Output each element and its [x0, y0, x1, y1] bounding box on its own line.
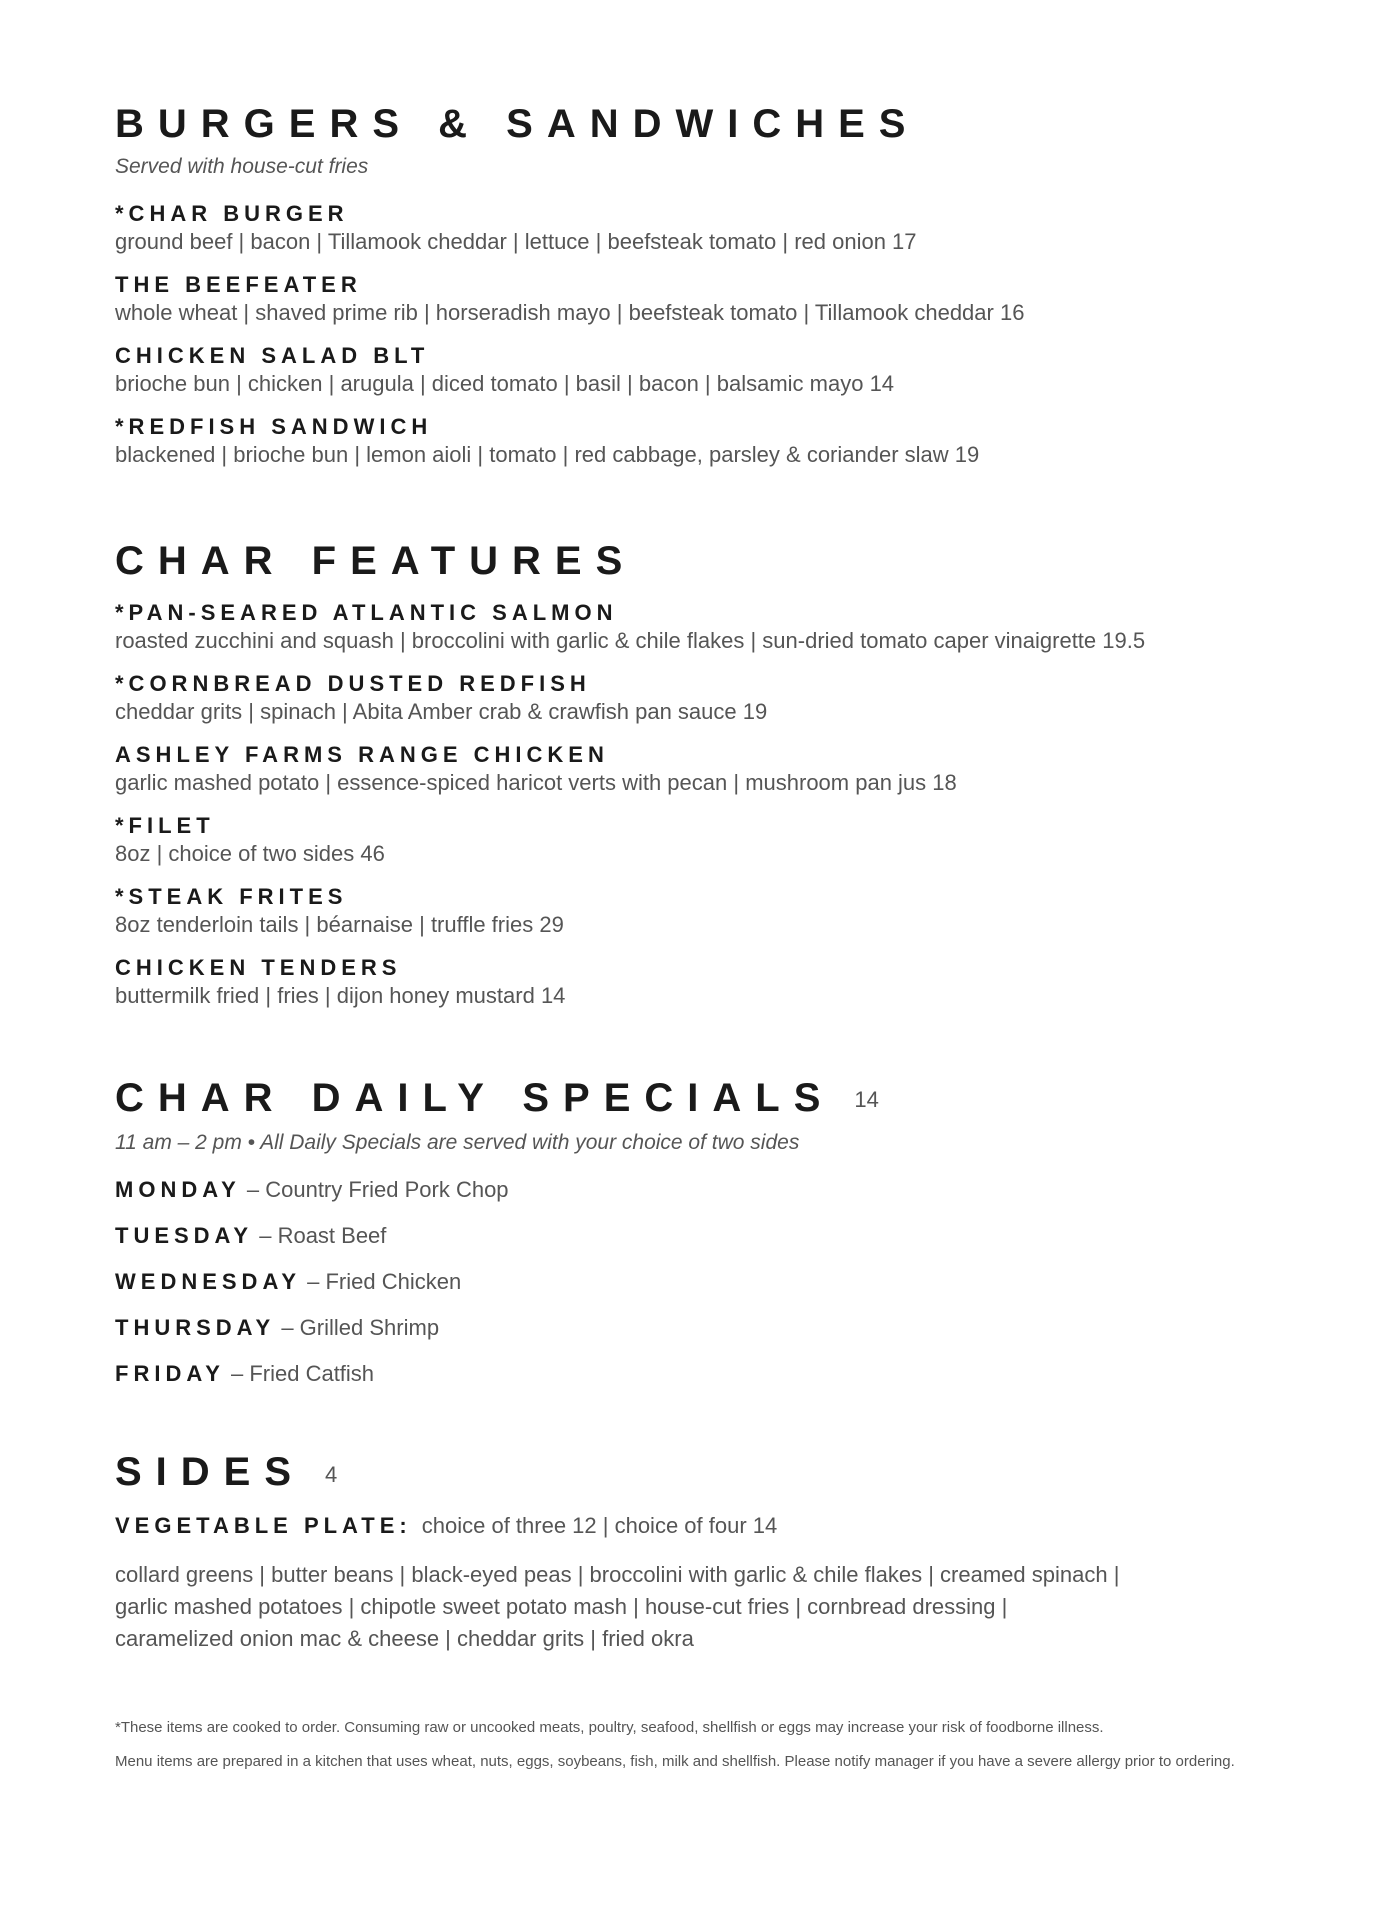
menu-item [115, 200, 1275, 256]
section-title [115, 1070, 1275, 1128]
section-title-text: CHAR DAILY SPECIALS [115, 1076, 835, 1120]
item-name: THE BEEFEATER [115, 272, 362, 297]
special-dish: – Grilled Shrimp [275, 1315, 440, 1341]
special-dish: – Country Fried Pork Chop [240, 1177, 509, 1203]
menu-item [115, 670, 1275, 726]
item-name: CHICKEN TENDERS [115, 955, 402, 980]
item-name: ASHLEY FARMS RANGE CHICKEN [115, 742, 609, 767]
burgers-section [115, 96, 1275, 469]
day-name: TUESDAY [115, 1223, 254, 1249]
food-safety-disclaimer: *These items are cooked to order. Consuming raw or uncooked meats, poultry, seafood, shellfish or eggs may increase your risk of foodborne illness. [115, 1719, 1104, 1736]
allergy-notice: Menu items are prepared in a kitchen that uses wheat, nuts, eggs, soybeans, fish, milk and shellfish. Please notify manager if you have a severe allergy prior to ordering. [115, 1753, 1235, 1770]
item-description: blackened | brioche bun | lemon aioli | tomato | red cabbage, parsley & coriander slaw 19 [115, 442, 980, 467]
menu-item [115, 812, 1275, 868]
item-description: roasted zucchini and squash | broccolini with garlic & chile flakes | sun-dried tomato caper vinaigrette 19.5 [115, 628, 1146, 653]
item-description: cheddar grits | spinach | Abita Amber crab & crawfish pan sauce 19 [115, 699, 768, 724]
item-name: *REDFISH SANDWICH [115, 414, 433, 439]
section-price: 4 [325, 1461, 338, 1487]
special-dish: – Fried Chicken [301, 1269, 462, 1295]
item-description: 8oz tenderloin tails | béarnaise | truffle fries 29 [115, 912, 564, 937]
item-name: *STEAK FRITES [115, 884, 348, 909]
menu-item [115, 741, 1275, 797]
special-row [115, 1360, 1275, 1388]
menu-item [115, 413, 1275, 469]
section-title: BURGERS & SANDWICHES [115, 102, 920, 146]
special-row [115, 1222, 1275, 1250]
item-description: ground beef | bacon | Tillamook cheddar | lettuce | beefsteak tomato | red onion 17 [115, 229, 917, 254]
sides-line: collard greens | butter beans | black-eyed peas | broccolini with garlic & chile flakes | creamed spinach | [115, 1561, 1120, 1587]
special-row [115, 1314, 1275, 1342]
sides-section [115, 1444, 1275, 1654]
special-row [115, 1176, 1275, 1204]
item-description: garlic mashed potato | essence-spiced haricot verts with pecan | mushroom pan jus 18 [115, 770, 957, 795]
vegetable-plate-desc: choice of three 12 | choice of four 14 [421, 1512, 778, 1538]
special-dish: – Roast Beef [253, 1223, 387, 1249]
daily-specials-section [115, 1070, 1275, 1388]
sides-line: garlic mashed potatoes | chipotle sweet potato mash | house-cut fries | cornbread dressing | [115, 1593, 1008, 1619]
section-note: Served with house-cut fries [115, 155, 369, 178]
item-name: *FILET [115, 813, 215, 838]
menu-item [115, 954, 1275, 1010]
features-section [115, 533, 1275, 1010]
vegetable-plate-row [115, 1511, 1275, 1541]
item-description: buttermilk fried | fries | dijon honey mustard 14 [115, 983, 566, 1008]
vegetable-plate-label: VEGETABLE PLATE: [115, 1512, 412, 1538]
special-row [115, 1268, 1275, 1296]
item-description: whole wheat | shaved prime rib | horseradish mayo | beefsteak tomato | Tillamook cheddar 16 [115, 300, 1025, 325]
menu-item [115, 599, 1275, 655]
section-title: CHAR FEATURES [115, 539, 637, 583]
section-note: 11 am – 2 pm • All Daily Specials are served with your choice of two sides [115, 1131, 800, 1155]
item-name: *PAN-SEARED ATLANTIC SALMON [115, 600, 618, 625]
section-title-text: SIDES [115, 1450, 306, 1495]
sides-list [115, 1559, 1275, 1655]
day-name: THURSDAY [115, 1315, 276, 1341]
item-name: *CORNBREAD DUSTED REDFISH [115, 671, 591, 696]
day-name: MONDAY [115, 1177, 241, 1203]
sides-line: caramelized onion mac & cheese | cheddar grits | fried okra [115, 1625, 694, 1651]
menu-item [115, 883, 1275, 939]
day-name: FRIDAY [115, 1361, 225, 1387]
menu-item [115, 342, 1275, 398]
menu-page [115, 96, 1275, 1655]
section-title [115, 1444, 1275, 1502]
item-name: CHICKEN SALAD BLT [115, 343, 430, 368]
item-description: brioche bun | chicken | arugula | diced tomato | basil | bacon | balsamic mayo 14 [115, 371, 895, 396]
day-name: WEDNESDAY [115, 1269, 301, 1295]
item-description: 8oz | choice of two sides 46 [115, 841, 385, 866]
footer [115, 1718, 1275, 1786]
menu-item [115, 271, 1275, 327]
section-price: 14 [854, 1087, 879, 1113]
special-dish: – Fried Catfish [224, 1361, 375, 1387]
item-name: *CHAR BURGER [115, 201, 349, 226]
